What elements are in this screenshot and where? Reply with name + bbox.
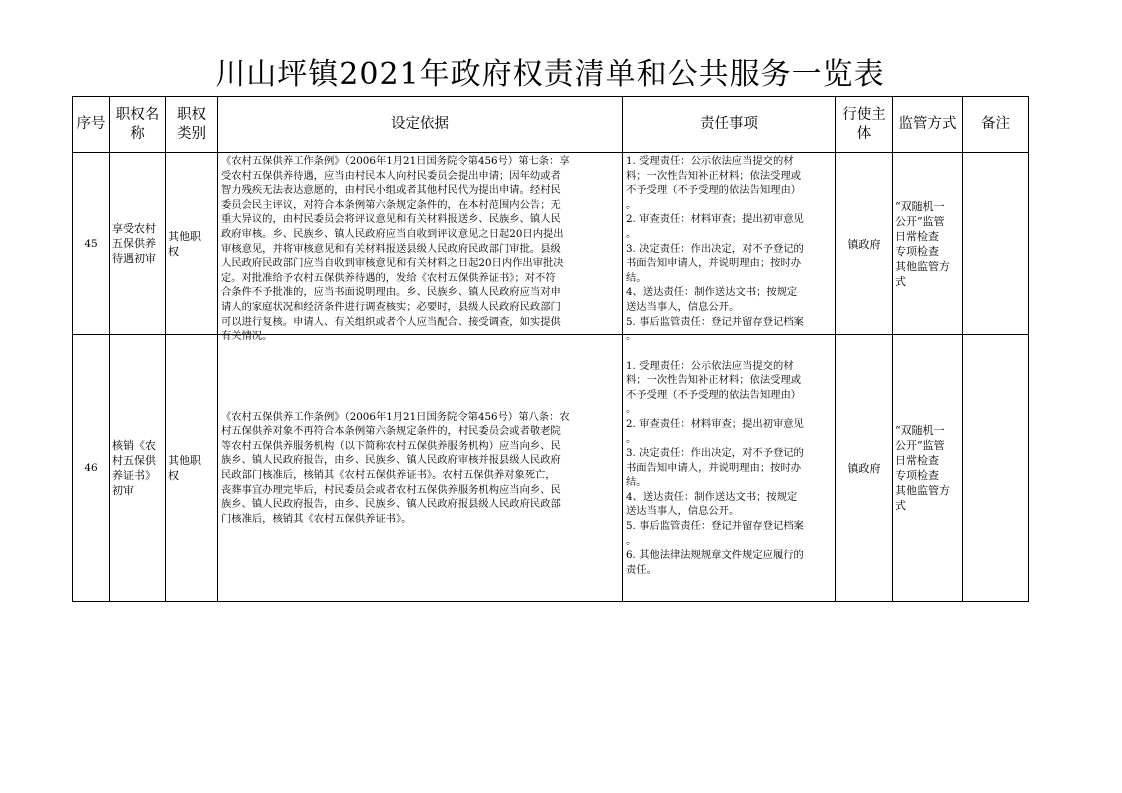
header-responsibility: 责任事项 [623, 97, 836, 153]
responsibility-line: 。 [626, 403, 637, 416]
supervision-line: “双随机一 [895, 199, 945, 213]
header-name [110, 97, 166, 153]
responsibility-line: 送达当事人，信息公开。 [626, 300, 740, 313]
header-supervision: 监管方式 [893, 97, 963, 153]
header-category-line: 类别 [177, 125, 206, 142]
table-row [73, 153, 1029, 335]
legal-basis-line: 审核意见，并将审核意见和有关材料报送县级人民政府民政部门审批。县级 [221, 242, 561, 255]
power-category-line: 其他职 [168, 229, 201, 243]
responsibility-line: 责任。 [626, 563, 657, 576]
responsibility-line: 结。 [626, 476, 647, 489]
legal-basis-line: 受农村五保供养待遇，应当由村民本人向村民委员会提出申请；因年幼或者 [221, 169, 561, 182]
responsibility-line: 书面告知申请人，并说明理由；按时办 [626, 461, 802, 474]
power-name-cell [110, 153, 166, 335]
header-subject-line: 体 [856, 125, 872, 142]
responsibility-line: 。 [626, 432, 637, 445]
responsibility-text [623, 153, 835, 343]
remark-cell [963, 153, 1029, 335]
responsibility-cell [623, 153, 836, 343]
responsibility-line: 。 [626, 227, 637, 240]
responsibility-cell [623, 335, 836, 602]
legal-basis-line: 请人的家庭状况和经济条件进行调查核实；必要时，县级人民政府民政部门 [221, 300, 561, 313]
responsibility-line: 3. 决定责任：作出决定，对不予登记的 [626, 447, 804, 460]
responsibility-line: 4、送达责任：制作送达文书；按规定 [626, 286, 798, 299]
legal-basis-line: 合条件不予批准的，应当书面说明理由。乡、民族乡、镇人民政府应当对申 [221, 286, 561, 299]
supervision-cell [893, 335, 963, 602]
legal-basis-line: 《农村五保供养工作条例》（2006年1月21日国务院令第456号）第七条：享 [221, 155, 570, 167]
legal-basis-line: 《农村五保供养工作条例》（2006年1月21日国务院令第456号）第八条：农 [221, 410, 570, 423]
power-name-line: 养证书》 [112, 469, 156, 482]
supervision-cell [893, 153, 963, 335]
power-category-cell [166, 153, 218, 335]
header-remark: 备注 [963, 97, 1029, 153]
legal-basis-line: 政府审核。乡、民族乡、镇人民政府应当自收到评议意见之日起20日内提出 [221, 227, 564, 240]
executing-subject-cell: 镇政府 [836, 335, 893, 602]
supervision-line: “双随机一 [895, 424, 945, 437]
responsibility-line: 书面告知申请人，并说明理由；按时办 [626, 257, 802, 270]
responsibility-line: 。 [626, 330, 637, 343]
responsibility-line: 不予受理（不予受理的依法告知理由） [626, 388, 802, 401]
row-number: 46 [73, 335, 110, 602]
legal-basis-cell [218, 153, 623, 343]
legal-basis-line: 村五保供养对象不再符合本条例第六条规定条件的，村民委员会或者敬老院 [221, 425, 561, 438]
power-category-line: 权 [168, 244, 179, 258]
header-subject [836, 97, 893, 153]
header-category-line: 职权 [177, 106, 206, 123]
responsibility-line: 料；一次性告知补正材料；依法受理或 [626, 169, 802, 182]
responsibility-line: 1. 受理责任：公示依法应当提交的材 [626, 155, 794, 167]
responsibility-line: 4、送达责任：制作送达文书；按规定 [626, 490, 798, 503]
legal-basis-line: 族乡、镇人民政府报告，由乡、民族乡、镇人民政府审核并报县级人民政府 [221, 454, 561, 467]
power-name-line: 初审 [112, 484, 134, 497]
legal-basis-line: 门核准后，核销其《农村五保供养证书》。 [221, 512, 412, 525]
power-name-line: 享受农村 [112, 222, 156, 235]
table-header-row [73, 97, 1029, 153]
header-basis: 设定依据 [218, 97, 623, 153]
power-name-line: 核销《农 [112, 439, 156, 452]
power-name-line: 村五保供 [112, 454, 156, 467]
supervision-line: 专项检查 [895, 469, 939, 482]
header-subject-line: 行使主 [842, 106, 886, 123]
responsibility-line: 2. 审查责任：材料审查；提出初审意见 [626, 417, 804, 430]
responsibility-line: 送达当事人，信息公开。 [626, 505, 740, 518]
legal-basis-line: 丧葬事宜办理完毕后，村民委员会或者农村五保供养服务机构应当向乡、民 [221, 483, 561, 496]
supervision-line: 其他监管方 [895, 484, 950, 497]
legal-basis-line: 人民政府民政部门应当自收到审核意见和有关材料之日起20日内作出审批决 [221, 257, 564, 270]
supervision-line: 式 [895, 499, 906, 512]
responsibility-line: 1. 受理责任：公示依法应当提交的材 [626, 359, 794, 372]
responsibility-line: 。 [626, 534, 637, 547]
power-category-cell [166, 335, 218, 602]
legal-basis-text [218, 153, 622, 343]
responsibility-line: 6. 其他法律法规规章文件规定应履行的 [626, 549, 804, 562]
header-no: 序号 [73, 97, 110, 153]
supervision-line: 式 [895, 274, 906, 288]
legal-basis-cell [218, 335, 623, 602]
power-name-line: 待遇初审 [112, 252, 156, 265]
responsibility-line: 不予受理（不予受理的依法告知理由） [626, 184, 802, 197]
supervision-line: 公开”监管 [895, 439, 945, 452]
power-name-line: 五保供养 [112, 237, 156, 250]
legal-basis-line: 民政部门核准后，核销其《农村五保供养证书》。农村五保供养对象死亡， [221, 469, 556, 481]
legal-basis-line: 定。对批准给予农村五保供养待遇的，发给《农村五保供养证书》；对不符 [221, 271, 556, 284]
page-title: 川山坪镇2021年政府权责清单和公共服务一览表 [215, 57, 885, 92]
responsibility-line: 5. 事后监管责任：登记并留存登记档案 [626, 315, 804, 328]
legal-basis-line: 有关情况。 [221, 330, 273, 343]
executing-subject-cell: 镇政府 [836, 153, 893, 335]
header-name-line: 职权名 [115, 106, 160, 123]
legal-basis-line: 可以进行复核。申请人、有关组织或者个人应当配合、接受调查，如实提供 [221, 315, 561, 328]
power-name-cell [110, 335, 166, 602]
remark-cell [963, 335, 1029, 602]
legal-basis-line: 等农村五保供养服务机构（以下简称农村五保供养服务机构）应当向乡、民 [221, 439, 561, 452]
row-number: 45 [73, 153, 110, 335]
supervision-line: 日常检查 [895, 229, 939, 243]
power-category-line: 权 [168, 469, 179, 482]
supervision-line: 专项检查 [895, 244, 939, 258]
supervision-line: 公开”监管 [895, 214, 945, 228]
power-category-line: 其他职 [168, 454, 201, 467]
legal-basis-line: 重大异议的，由村民委员会将评议意见和有关材料报送乡、民族乡、镇人民 [221, 213, 561, 226]
responsibility-line: 5. 事后监管责任：登记并留存登记档案 [626, 520, 804, 533]
supervision-line: 日常检查 [895, 454, 939, 467]
supervision-line: 其他监管方 [895, 259, 950, 273]
table-row [73, 335, 1029, 602]
responsibility-line: 结。 [626, 271, 647, 284]
responsibility-line: 3. 决定责任：作出决定，对不予登记的 [626, 242, 804, 255]
legal-basis-line: 智力残疾无法表达意愿的，由村民小组或者其他村民代为提出申请。经村民 [221, 184, 561, 197]
power-list-table [72, 96, 1029, 602]
legal-basis-line: 族乡、镇人民政府报告，由乡、民族乡、镇人民政府报县级人民政府民政部 [221, 498, 561, 511]
responsibility-line: 2. 审查责任：材料审查；提出初审意见 [626, 213, 804, 226]
header-name-line: 称 [130, 125, 145, 142]
header-category [166, 97, 218, 153]
responsibility-line: 料；一次性告知补正材料；依法受理或 [626, 374, 802, 387]
legal-basis-line: 委员会民主评议，对符合本条例第六条规定条件的，在本村范围内公告；无 [221, 198, 561, 211]
responsibility-line: 。 [626, 198, 637, 211]
